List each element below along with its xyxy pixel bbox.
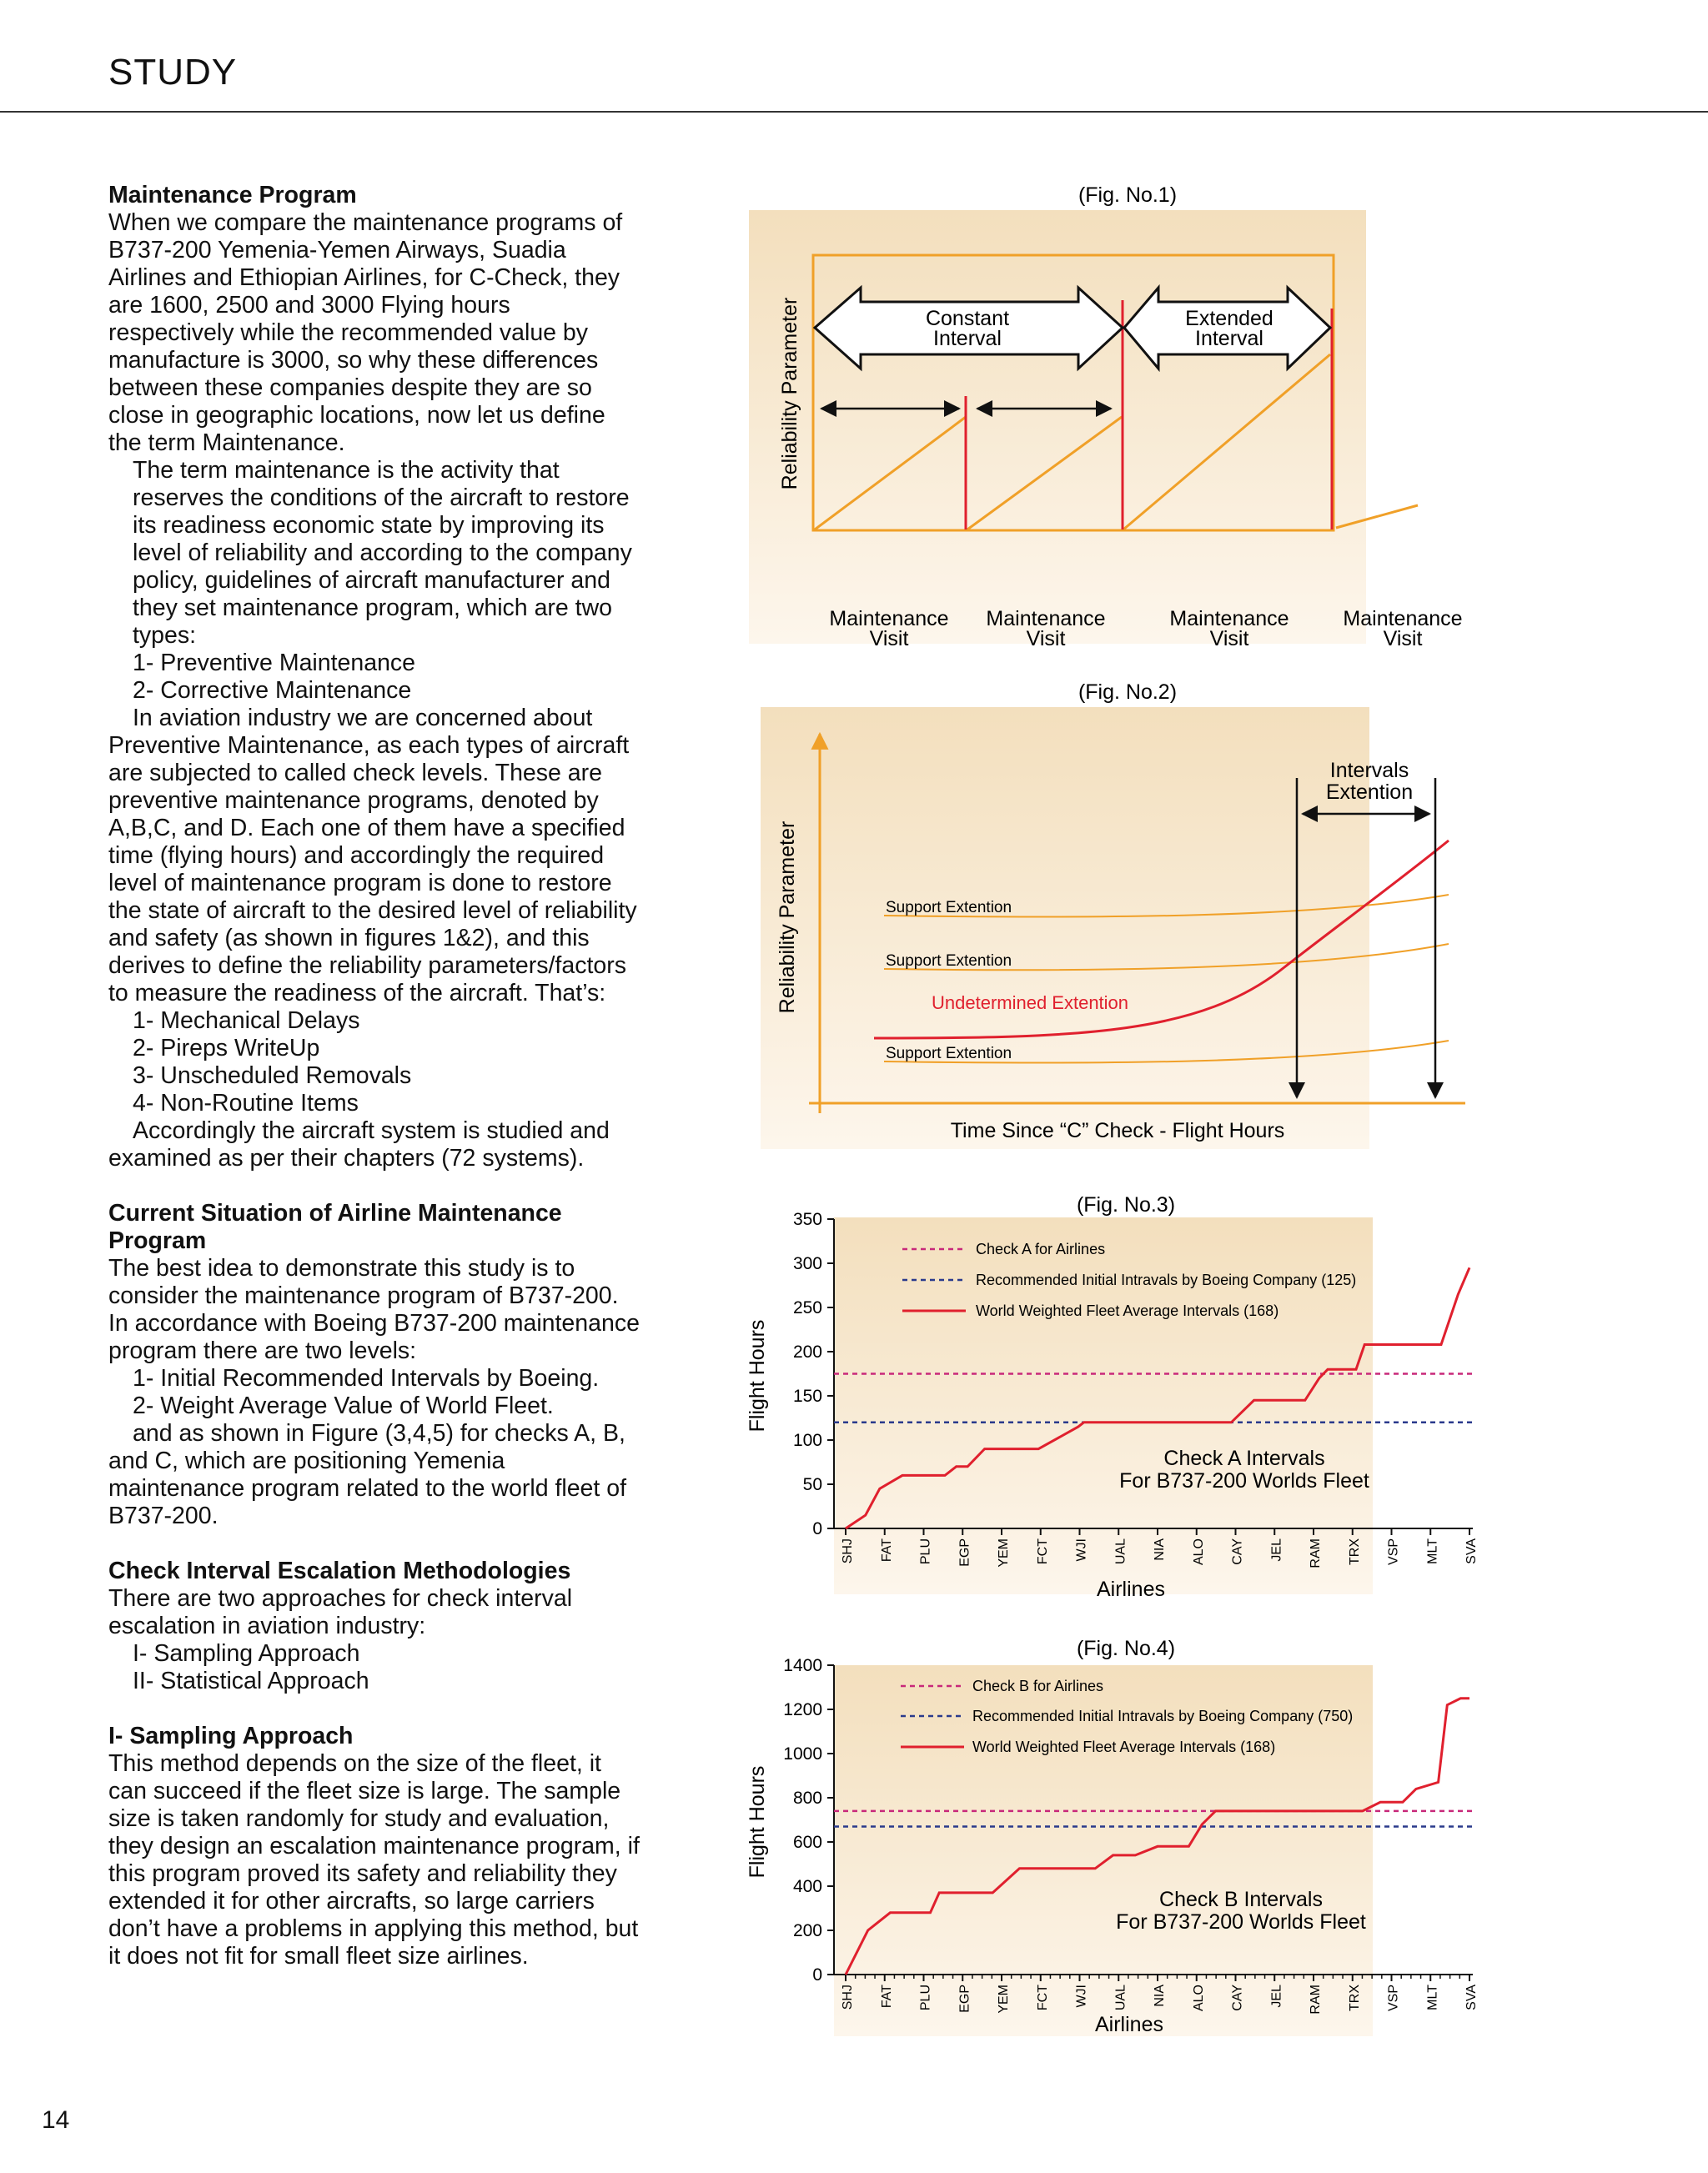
fig4-category-label: SVA [1464, 1985, 1479, 2010]
fig4-legend-label: Recommended Initial Intravals by Boeing Company (750) [972, 1708, 1354, 1724]
fig3-legend-label: Recommended Initial Intravals by Boeing Company (125) [976, 1272, 1357, 1288]
list-item: 2- Corrective Maintenance [133, 677, 412, 704]
fig1-visit-label: Visit [1383, 627, 1423, 650]
fig1-visit-label: Maintenance [1169, 607, 1289, 630]
paragraph: The best idea to demonstrate this study is to consider the maintenance program of B737-200. In accordance with Boeing B737-200 maintenance program there are two levels: [108, 1255, 640, 1364]
fig2-caption: (Fig. No.2) [1078, 680, 1178, 704]
fig2-support-label: Support Extention [886, 952, 1012, 970]
fig4-legend-label: World Weighted Fleet Average Intervals (168) [972, 1739, 1276, 1755]
figure-3 [734, 1184, 1568, 1618]
fig1-visit-label: Visit [1026, 627, 1066, 650]
fig1-ylabel: Reliability Parameter [778, 297, 801, 490]
fig3-category-label: NIA [1153, 1538, 1167, 1561]
fig4-category-label: JEL [1269, 1985, 1284, 2008]
fig4-chart-title: For B737-200 Worlds Fleet [1116, 1910, 1366, 1934]
fig3-chart-title: Check A Intervals [1163, 1447, 1325, 1470]
fig3-category-label: RAM [1309, 1538, 1323, 1568]
heading-escalation-methodologies: Check Interval Escalation Methodologies [108, 1558, 571, 1584]
list-item: 1- Preventive Maintenance [133, 650, 416, 676]
fig3-ytick-label: 250 [792, 1298, 822, 1317]
fig3-category-label: VSP [1386, 1538, 1401, 1566]
fig3-ytick-label: 350 [792, 1210, 822, 1229]
fig1-extended-label: Interval [1195, 327, 1263, 350]
fig1-visit-label: Maintenance [829, 607, 949, 630]
page-number: 14 [42, 2106, 70, 2134]
fig4-category-label: RAM [1309, 1985, 1323, 2015]
paragraph: In aviation industry we are concerned about Preventive Maintenance, as each types of aircraft are subjected to called check levels. These are preventive maintenance programs, denoted by A,B,C, and D. Each one of them have a specified time (flying hours) and accordingly the required level of maintenance program is done to restore the state of aircraft to the desired level of reliability and safety (as shown in figures 1&2), and this derives to define the reliability parameters/factors to measure the readiness of the aircraft. That’s: [108, 705, 637, 1006]
fig3-category-label: JEL [1269, 1538, 1284, 1562]
fig3-ytick-label: 50 [802, 1475, 822, 1494]
fig1-caption: (Fig. No.1) [1078, 183, 1178, 207]
fig4-ytick-label: 1200 [783, 1700, 822, 1719]
fig2-panel [761, 707, 1369, 1149]
list-item: 2- Pireps WriteUp [133, 1035, 320, 1061]
fig3-category-label: FCT [1035, 1538, 1050, 1565]
fig4-ytick-label: 0 [812, 1965, 822, 1985]
list-item: 1- Mechanical Delays [133, 1007, 360, 1034]
fig3-category-label: TRX [1347, 1538, 1362, 1565]
fig3-legend-label: Check A for Airlines [976, 1241, 1106, 1257]
fig4-category-label: PLU [918, 1985, 933, 2011]
fig4-category-label: UAL [1113, 1985, 1128, 2011]
fig3-category-label: SVA [1464, 1538, 1479, 1564]
fig4-category-label: YEM [997, 1985, 1011, 2014]
fig3-category-label: WJI [1074, 1538, 1089, 1562]
list-item: 4- Non-Routine Items [133, 1090, 359, 1117]
fig1-visit-label: Visit [1209, 627, 1249, 650]
fig4-category-label: EGP [957, 1985, 972, 2013]
heading-current-situation: Current Situation of Airline Maintenance Program [108, 1200, 562, 1254]
fig3-category-label: CAY [1230, 1538, 1245, 1565]
paragraph: and as shown in Figure (3,4,5) for checks A, B, and C, which are positioning Yemenia maintenance program related to the world fleet of B737-200. [108, 1420, 627, 1529]
header-divider [0, 111, 1708, 113]
fig3-ytick-label: 300 [792, 1254, 822, 1273]
fig4-category-label: SHJ [841, 1985, 855, 2010]
fig3-category-label: SHJ [841, 1538, 855, 1564]
heading-maintenance-program: Maintenance Program [108, 182, 357, 208]
fig3-category-label: YEM [997, 1538, 1011, 1568]
fig4-category-label: WJI [1074, 1985, 1089, 2008]
fig4-category-label: FCT [1035, 1985, 1050, 2011]
fig4-category-label: CAY [1230, 1985, 1245, 2011]
fig1-constant-label: Interval [933, 327, 1002, 350]
fig2-support-label: Support Extention [886, 1045, 1012, 1062]
fig4-category-label: TRX [1347, 1985, 1362, 2011]
section-header: STUDY [108, 52, 238, 93]
fig4-category-label: VSP [1386, 1985, 1401, 2012]
fig1-visit-label: Visit [869, 627, 909, 650]
fig3-ytick-label: 0 [812, 1519, 822, 1538]
list-item: 2- Weight Average Value of World Fleet. [133, 1393, 554, 1419]
list-item: II- Statistical Approach [133, 1668, 369, 1694]
fig1-visit-label: Maintenance [986, 607, 1106, 630]
fig3-category-label: FAT [879, 1538, 894, 1563]
paragraph: When we compare the maintenance programs of B737-200 Yemenia-Yemen Airways, Suadia Airlines and Ethiopian Airlines, for C-Check, they are 1600, 2500 and 3000 Flying hours respectively while the recommended value by manufacture is 3000, so why these differences between these companies despite they are so close in geographic locations, now let us define the term Maintenance. [108, 209, 623, 456]
fig4-legend-label: Check B for Airlines [972, 1678, 1104, 1694]
fig4-ytick-label: 600 [792, 1833, 822, 1852]
figure-2 [734, 667, 1568, 1167]
figure-4 [734, 1630, 1568, 2055]
figure-1-overlay [734, 175, 1568, 659]
fig4-ytick-label: 800 [792, 1789, 822, 1808]
fig4-category-label: FAT [879, 1985, 894, 2009]
paragraph: This method depends on the size of the fleet, it can succeed if the fleet size is large. The sample size is taken randomly for study and evaluation, they design an escalation maintenance program, if this program proved its safety and reliability they extended it for other aircrafts, so large carriers don’t have a problems in applying this method, but it does not fit for small fleet size airlines. [108, 1750, 640, 1970]
fig2-intervals-label: Extention [1325, 780, 1414, 804]
fig4-chart-title: Check B Intervals [1159, 1888, 1323, 1911]
fig2-xlabel: Time Since “C” Check - Flight Hours [950, 1119, 1285, 1142]
heading-sampling-approach: I- Sampling Approach [108, 1723, 354, 1749]
fig3-chart-title: For B737-200 Worlds Fleet [1119, 1469, 1369, 1493]
fig4-category-label: NIA [1153, 1985, 1167, 2007]
list-item: 1- Initial Recommended Intervals by Boeing. [133, 1365, 600, 1392]
fig4-ytick-label: 200 [792, 1921, 822, 1940]
fig3-category-label: MLT [1425, 1538, 1440, 1564]
fig3-legend-label: World Weighted Fleet Average Intervals (168) [976, 1302, 1279, 1319]
fig2-intervals-label: Intervals [1329, 759, 1409, 782]
fig4-ytick-label: 1000 [783, 1744, 822, 1764]
fig3-category-label: EGP [957, 1538, 972, 1567]
fig3-ytick-label: 150 [792, 1387, 822, 1406]
fig1-extended-label: Extended [1185, 307, 1273, 330]
fig2-support-label: Support Extention [886, 899, 1012, 916]
fig3-category-label: ALO [1191, 1538, 1206, 1566]
fig1-visit-label: Maintenance [1343, 607, 1463, 630]
list-item: I- Sampling Approach [133, 1640, 360, 1667]
paragraph: Accordingly the aircraft system is studied and examined as per their chapters (72 systems). [108, 1117, 610, 1172]
fig4-category-label: MLT [1425, 1985, 1440, 2010]
fig4-ytick-label: 400 [792, 1877, 822, 1896]
fig3-ylabel: Flight Hours [746, 1319, 769, 1433]
fig3-category-label: UAL [1113, 1538, 1128, 1565]
fig2-ylabel: Reliability Parameter [776, 821, 799, 1014]
fig3-category-label: PLU [918, 1538, 933, 1565]
list-item: 3- Unscheduled Removals [133, 1062, 412, 1089]
article-text [108, 182, 642, 1970]
fig3-caption: (Fig. No.3) [1076, 1193, 1176, 1217]
fig4-ytick-label: 1400 [783, 1656, 822, 1675]
fig4-caption: (Fig. No.4) [1076, 1637, 1176, 1660]
paragraph: The term maintenance is the activity that reserves the conditions of the aircraft to restore its readiness economic state by improving its level of reliability and according to the company policy, guidelines of aircraft manufacturer and they set maintenance program, which are two types: [133, 457, 632, 649]
fig3-xlabel: Airlines [1097, 1578, 1165, 1601]
fig3-ytick-label: 100 [792, 1431, 822, 1450]
fig4-xlabel: Airlines [1095, 2013, 1163, 2036]
fig3-ytick-label: 200 [792, 1342, 822, 1362]
paragraph: There are two approaches for check interval escalation in aviation industry: [108, 1585, 573, 1639]
fig4-ylabel: Flight Hours [746, 1765, 769, 1879]
fig1-constant-label: Constant [925, 307, 1010, 330]
fig4-category-label: ALO [1191, 1985, 1206, 2012]
fig2-undetermined-label: Undetermined Extention [932, 992, 1129, 1013]
